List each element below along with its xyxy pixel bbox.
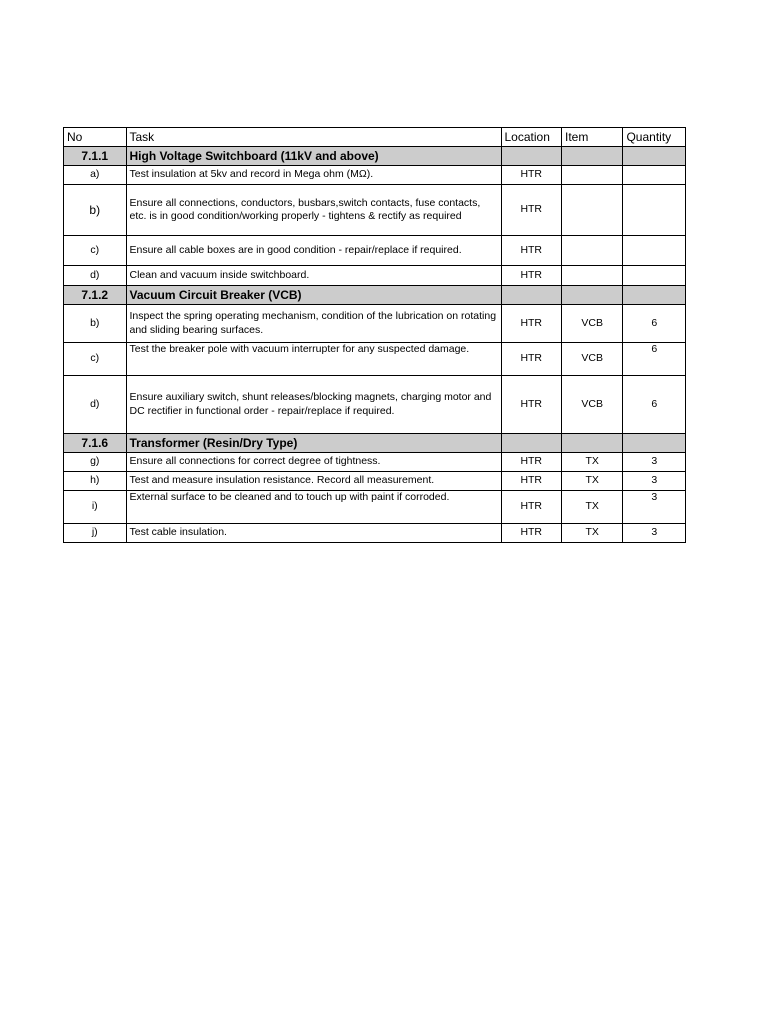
- row-item: VCB: [561, 376, 622, 434]
- header-no: No: [64, 128, 127, 147]
- header-item: Item: [561, 128, 622, 147]
- row-location: HTR: [501, 166, 561, 185]
- row-number: c): [64, 236, 127, 266]
- row-task: Test and measure insulation resistance. Record all measurement.: [126, 472, 501, 491]
- table-row: [64, 453, 686, 472]
- header-location: Location: [501, 128, 561, 147]
- table-row: [64, 524, 686, 543]
- row-location: HTR: [501, 266, 561, 286]
- section-number: 7.1.2: [64, 286, 127, 305]
- row-task: Ensure auxiliary switch, shunt releases/blocking magnets, charging motor and DC rectifier in functional order - repair/replace if required.: [126, 376, 501, 434]
- row-quantity: 3: [623, 472, 686, 491]
- table-row: [64, 166, 686, 185]
- row-quantity: [623, 185, 686, 236]
- section-number: 7.1.6: [64, 434, 127, 453]
- row-location: HTR: [501, 343, 561, 376]
- table-row: [64, 472, 686, 491]
- row-number: h): [64, 472, 127, 491]
- row-task: Ensure all cable boxes are in good condition - repair/replace if required.: [126, 236, 501, 266]
- table-row: [64, 305, 686, 343]
- row-task: Test the breaker pole with vacuum interrupter for any suspected damage.: [126, 343, 501, 376]
- table-row: [64, 491, 686, 524]
- row-quantity: [623, 166, 686, 185]
- maintenance-checklist-table: [63, 127, 686, 543]
- row-quantity: 6: [623, 376, 686, 434]
- row-quantity: 3: [623, 491, 686, 524]
- row-item: TX: [561, 472, 622, 491]
- row-location: HTR: [501, 472, 561, 491]
- row-quantity: 3: [623, 524, 686, 543]
- table-row: [64, 266, 686, 286]
- section-row: [64, 147, 686, 166]
- table-row: [64, 376, 686, 434]
- row-location: HTR: [501, 236, 561, 266]
- row-task: Test insulation at 5kv and record in Mega ohm (MΩ).: [126, 166, 501, 185]
- row-number: d): [64, 376, 127, 434]
- row-location: HTR: [501, 453, 561, 472]
- row-item: [561, 266, 622, 286]
- row-quantity: 3: [623, 453, 686, 472]
- header-task: Task: [126, 128, 501, 147]
- section-row: [64, 286, 686, 305]
- row-task: Test cable insulation.: [126, 524, 501, 543]
- row-location: HTR: [501, 491, 561, 524]
- table-row: [64, 343, 686, 376]
- row-item: VCB: [561, 305, 622, 343]
- row-location: HTR: [501, 376, 561, 434]
- row-number: b): [64, 305, 127, 343]
- row-quantity: 6: [623, 305, 686, 343]
- row-item: TX: [561, 524, 622, 543]
- row-task: Ensure all connections, conductors, busbars,switch contacts, fuse contacts, etc. is in good condition/working properly - tightens & rectify as required: [126, 185, 501, 236]
- row-number: d): [64, 266, 127, 286]
- row-task: Inspect the spring operating mechanism, condition of the lubrication on rotating and sliding bearing surfaces.: [126, 305, 501, 343]
- row-item: VCB: [561, 343, 622, 376]
- row-quantity: 6: [623, 343, 686, 376]
- row-item: [561, 185, 622, 236]
- row-location: HTR: [501, 305, 561, 343]
- section-row: [64, 434, 686, 453]
- table-row: [64, 185, 686, 236]
- row-quantity: [623, 266, 686, 286]
- row-number: b): [64, 185, 127, 236]
- header-row: [64, 128, 686, 147]
- row-task: Clean and vacuum inside switchboard.: [126, 266, 501, 286]
- row-task: External surface to be cleaned and to touch up with paint if corroded.: [126, 491, 501, 524]
- section-title: Transformer (Resin/Dry Type): [126, 434, 501, 453]
- row-task: Ensure all connections for correct degree of tightness.: [126, 453, 501, 472]
- row-item: [561, 166, 622, 185]
- section-title: Vacuum Circuit Breaker (VCB): [126, 286, 501, 305]
- row-location: HTR: [501, 185, 561, 236]
- row-number: j): [64, 524, 127, 543]
- row-quantity: [623, 236, 686, 266]
- row-location: HTR: [501, 524, 561, 543]
- row-item: TX: [561, 453, 622, 472]
- section-title: High Voltage Switchboard (11kV and above): [126, 147, 501, 166]
- section-number: 7.1.1: [64, 147, 127, 166]
- row-number: c): [64, 343, 127, 376]
- row-item: [561, 236, 622, 266]
- table-row: [64, 236, 686, 266]
- row-number: g): [64, 453, 127, 472]
- row-number: i): [64, 491, 127, 524]
- row-number: a): [64, 166, 127, 185]
- row-item: TX: [561, 491, 622, 524]
- header-quantity: Quantity: [623, 128, 686, 147]
